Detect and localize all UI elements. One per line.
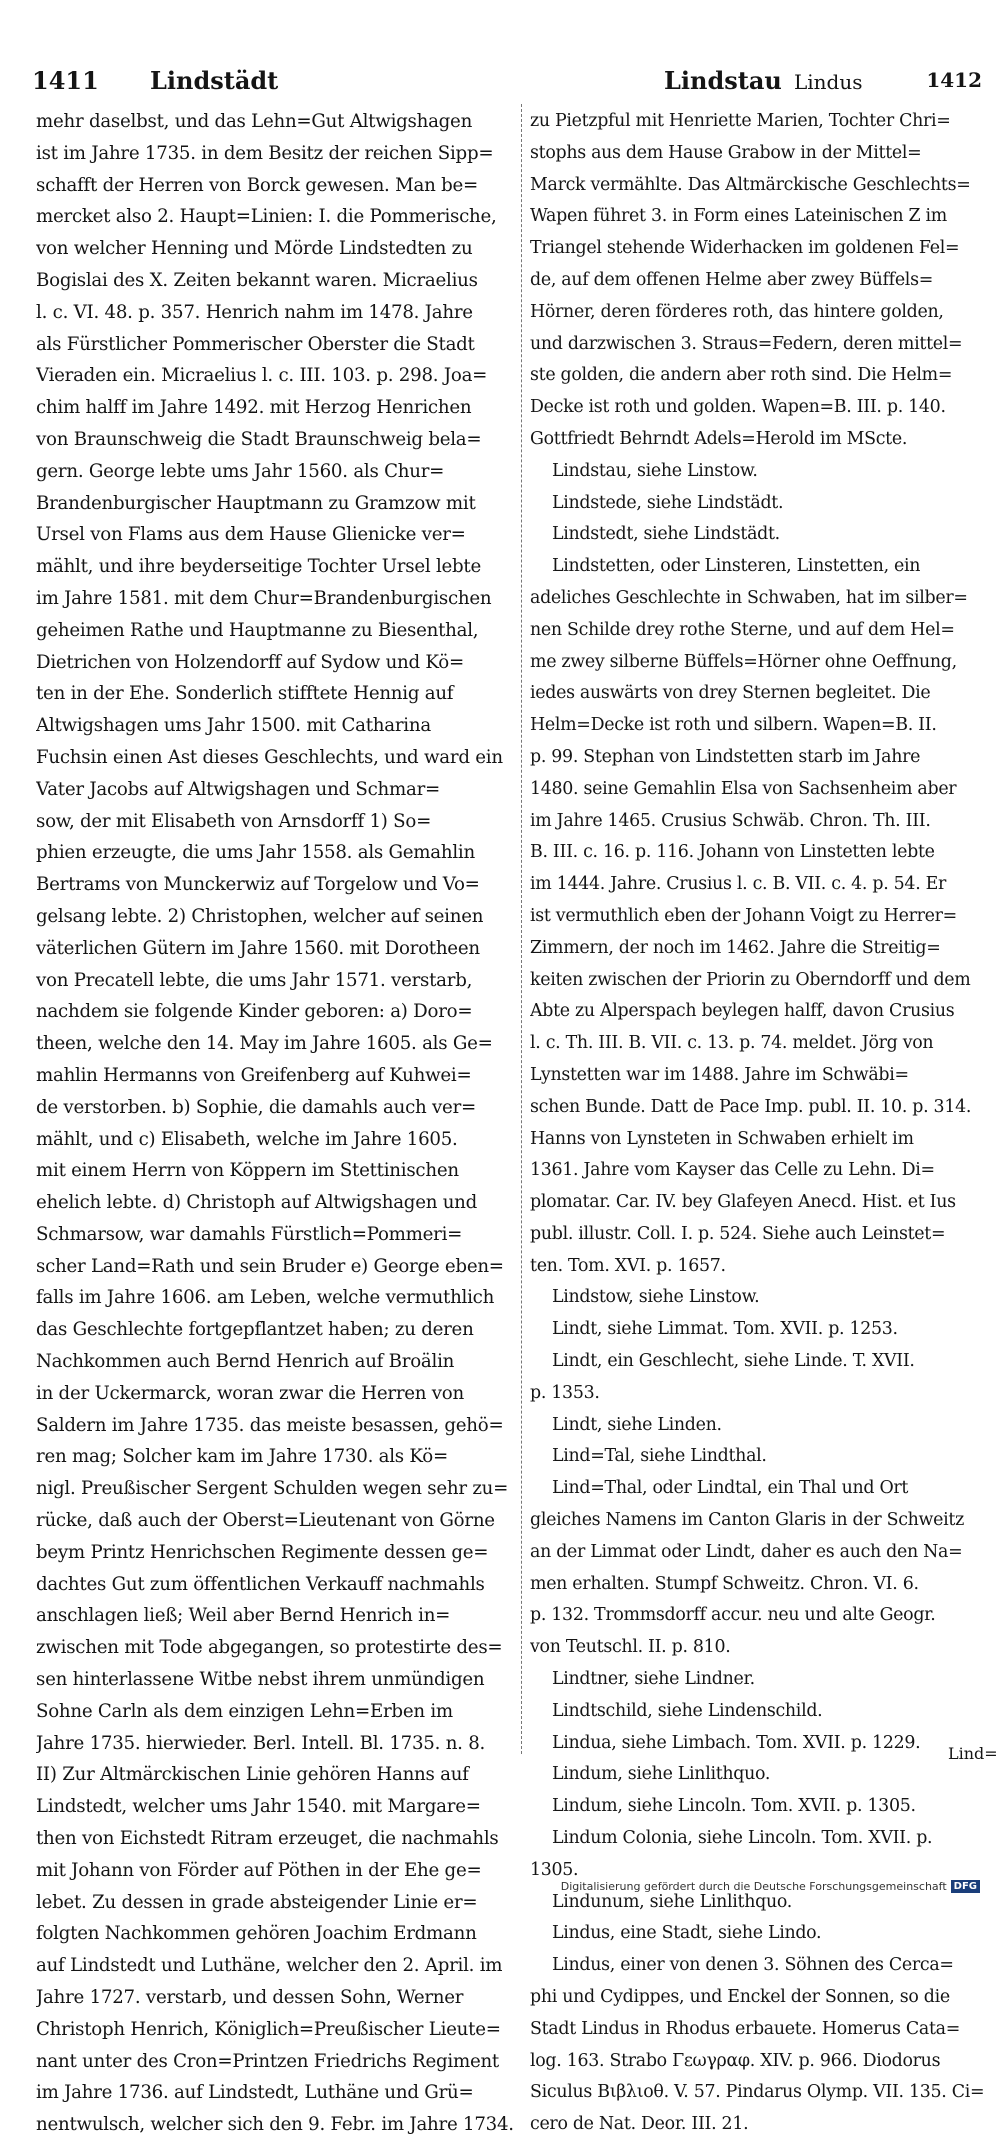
text-line: von Braunschweig die Stadt Braunschweig bela= (36, 428, 482, 450)
text-line: Lindstede, siehe Lindstädt. (552, 492, 784, 513)
text-line: sow, der mit Elisabeth von Arnsdorff 1) So= (36, 810, 432, 832)
text-line: Lind=Tal, siehe Lindthal. (552, 1446, 767, 1467)
text-line: Lindstow, siehe Linstow. (552, 1287, 760, 1308)
text-line: Lindus, eine Stadt, siehe Lindo. (552, 1923, 822, 1944)
text-line: Zimmern, der noch im 1462. Jahre die Streitig= (530, 937, 941, 958)
text-line: von Precatell lebte, die ums Jahr 1571. verstarb, (36, 969, 473, 991)
left-page-number: 1411 (32, 66, 99, 95)
text-line: Lindt, siehe Linden. (552, 1414, 722, 1435)
text-line: Decke ist roth und golden. Wapen=B. III. p. 140. (530, 397, 946, 418)
text-line: Wapen führet 3. in Form eines Lateinischen Z im (530, 206, 947, 227)
text-line: mit Johann von Förder auf Pöthen in der Ehe ge= (36, 1859, 482, 1881)
text-line: Bertrams von Munckerwiz auf Torgelow und Vo= (36, 874, 480, 896)
text-line: nachdem sie folgende Kinder geboren: a) Doro= (36, 1001, 473, 1023)
text-line: Lindua, siehe Limbach. Tom. XVII. p. 1229. (552, 1732, 921, 1753)
text-line: anschlagen ließ; Weil aber Bernd Henrich in= (36, 1605, 451, 1627)
text-line: als Fürstlicher Pommerischer Oberster die Stadt (36, 333, 475, 355)
footer-credit: Digitalisierung gefördert durch die Deutsche Forschungsgemeinschaft (560, 1880, 947, 1893)
text-line: iedes auswärts von drey Sternen begleitet. Die (530, 683, 931, 704)
text-line: p. 99. Stephan von Lindstetten starb im Jahre (530, 746, 921, 767)
text-line: Lind=Thal, oder Lindtal, ein Thal und Ort (552, 1478, 909, 1499)
text-line: 1480. seine Gemahlin Elsa von Sachsenheim aber (530, 778, 957, 799)
text-line: gern. George lebte ums Jahr 1560. als Chur= (36, 460, 445, 482)
text-line: theen, welche den 14. May im Jahre 1605. als Ge= (36, 1033, 493, 1055)
text-line: then von Eichstedt Ritram erzeuget, die nachmahls (36, 1828, 499, 1850)
text-line: zwischen mit Tode abgegangen, so protestirte des= (36, 1637, 503, 1659)
text-line: Schmarsow, war damahls Fürstlich=Pommeri= (36, 1223, 463, 1245)
text-line: chim halff im Jahre 1492. mit Herzog Henrichen (36, 397, 472, 419)
text-line: Lindt, ein Geschlecht, siehe Linde. T. XVII. (552, 1351, 915, 1372)
text-line: phien erzeugte, die ums Jahr 1558. als Gemahlin (36, 842, 475, 864)
text-line: de verstorben. b) Sophie, die damahls auch ver= (36, 1096, 476, 1118)
left-text-column (36, 106, 516, 2141)
text-line: und darzwischen 3. Straus=Federn, deren mittel= (530, 333, 963, 354)
column-divider (521, 104, 522, 1754)
text-line: phi und Cydippes, und Enckel der Sonnen, so die (530, 1987, 950, 2008)
text-line: l. c. Th. III. B. VII. c. 13. p. 74. meldet. Jörg von (530, 1033, 934, 1054)
text-line: gleiches Namens im Canton Glaris in der Schweitz (530, 1510, 964, 1531)
text-line: Vieraden ein. Micraelius l. c. III. 103. p. 298. Joa= (36, 365, 488, 387)
right-running-head: Lindstau (664, 66, 782, 95)
text-line: Lindstedt, welcher ums Jahr 1540. mit Margare= (36, 1796, 481, 1818)
text-line: de, auf dem offenen Helme aber zwey Büffels= (530, 269, 933, 290)
text-line: im Jahre 1465. Crusius Schwäb. Chron. Th. III. (530, 810, 931, 831)
text-line: Lindum Colonia, siehe Lincoln. Tom. XVII. p. (552, 1828, 933, 1849)
text-line: Gottfriedt Behrndt Adels=Herold im MScte. (530, 428, 908, 449)
text-line: publ. illustr. Coll. I. p. 524. Siehe auch Leinstet= (530, 1223, 946, 1244)
left-running-head: Lindstädt (150, 66, 279, 95)
text-line: scher Land=Rath und sein Bruder e) George eben= (36, 1255, 504, 1277)
text-line: Hörner, deren förderes roth, das hintere golden, (530, 301, 944, 322)
text-line: im Jahre 1736. auf Lindstedt, Luthäne und Grü= (36, 2082, 474, 2104)
text-line: Fuchsin einen Ast dieses Geschlechts, und ward ein (36, 746, 503, 768)
text-line: adeliches Geschlechte in Schwaben, hat im silber= (530, 587, 968, 608)
text-line: Lindus, einer von denen 3. Söhnen des Cerca= (552, 1955, 954, 1976)
text-line: geheimen Rathe und Hauptmanne zu Biesenthal, (36, 619, 479, 641)
text-line: mercket also 2. Haupt=Linien: I. die Pommerische, (36, 206, 497, 228)
right-text-column (530, 106, 985, 2141)
text-line: Lindstetten, oder Linsteren, Linstetten, ein (552, 556, 921, 577)
text-line: schen Bunde. Datt de Pace Imp. publ. II. 10. p. 314. (530, 1096, 972, 1117)
text-line: Lynstetten war im 1488. Jahre im Schwäbi= (530, 1064, 909, 1085)
right-page-number: 1412 (926, 68, 982, 92)
text-line: mählt, und c) Elisabeth, welche im Jahre 1605. (36, 1128, 458, 1150)
text-line: p. 1353. (530, 1382, 600, 1403)
text-line: Lindstedt, siehe Lindstädt. (552, 524, 780, 545)
text-line: cero de Nat. Deor. III. 21. (530, 2114, 749, 2135)
text-line: lebet. Zu dessen in grade absteigender Linie er= (36, 1891, 478, 1913)
text-line: Sohne Carln als dem einzigen Lehn=Erben im (36, 1700, 453, 1722)
text-line: Triangel stehende Widerhacken im goldenen Fel= (530, 238, 960, 259)
text-line: Lindtschild, siehe Lindenschild. (552, 1700, 823, 1721)
page-header (32, 66, 982, 100)
text-line: men erhalten. Stumpf Schweitz. Chron. VI. 6. (530, 1573, 919, 1594)
text-line: Brandenburgischer Hauptmann zu Gramzow mit (36, 492, 476, 514)
text-line: Lindt, siehe Limmat. Tom. XVII. p. 1253. (552, 1319, 898, 1340)
text-line: nentwulsch, welcher sich den 9. Febr. im Jahre 1734. (36, 2114, 514, 2136)
text-line: Stadt Lindus in Rhodus erbauete. Homerus Cata= (530, 2018, 960, 2039)
text-line: schafft der Herren von Borck gewesen. Man be= (36, 174, 478, 196)
text-line: Hanns von Lynsteten in Schwaben erhielt im (530, 1128, 914, 1149)
text-line: mahlin Hermanns von Greifenberg auf Kuhwei= (36, 1064, 472, 1086)
text-line: ten in der Ehe. Sonderlich stifftete Hennig auf (36, 683, 454, 705)
text-line: ist im Jahre 1735. in dem Besitz der reichen Sipp= (36, 142, 494, 164)
text-line: Christoph Henrich, Königlich=Preußischer Lieute= (36, 2018, 501, 2040)
dfg-logo: DFG (951, 1880, 980, 1893)
text-line: dachtes Gut zum öffentlichen Verkauff nachmahls (36, 1573, 485, 1595)
text-line: Ursel von Flams aus dem Hause Glienicke ver= (36, 524, 466, 546)
text-line: Lindtner, siehe Lindner. (552, 1669, 755, 1690)
text-line: Abte zu Alperspach beylegen halff, davon Crusius (530, 1001, 955, 1022)
digitization-footer (561, 1880, 980, 1893)
text-line: Lindstau, siehe Linstow. (552, 460, 758, 481)
text-line: keiten zwischen der Priorin zu Oberndorff und dem (530, 969, 971, 990)
text-line: Lindum, siehe Linlithquo. (552, 1764, 771, 1785)
text-line: ten. Tom. XVI. p. 1657. (530, 1255, 726, 1276)
text-line: zu Pietzpful mit Henriette Marien, Tochter Chri= (530, 111, 951, 131)
text-line: Lindunum, siehe Linlithquo. (552, 1891, 792, 1912)
text-line: beym Printz Henrichschen Regimente dessen ge= (36, 1541, 489, 1563)
text-line: ren mag; Solcher kam im Jahre 1730. als Kö= (36, 1446, 448, 1468)
text-line: mehr daselbst, und das Lehn=Gut Altwigshagen (36, 111, 473, 132)
text-line: im 1444. Jahre. Crusius l. c. B. VII. c. 4. p. 54. Er (530, 874, 947, 895)
text-line: Helm=Decke ist roth und silbern. Wapen=B. II. (530, 715, 937, 736)
catchword: Lind= (948, 1744, 998, 1763)
text-line: Nachkommen auch Bernd Henrich auf Broälin (36, 1351, 455, 1373)
text-line: p. 132. Trommsdorff accur. neu und alte Geogr. (530, 1605, 936, 1626)
text-line: nant unter des Cron=Printzen Friedrichs Regiment (36, 2050, 499, 2072)
right-running-subhead: Lindus (794, 70, 863, 94)
text-line: stophs aus dem Hause Grabow in der Mittel= (530, 142, 922, 163)
text-line: plomatar. Car. IV. bey Glafeyen Anecd. Hist. et Ius (530, 1192, 956, 1213)
text-line: Saldern im Jahre 1735. das meiste besassen, gehö= (36, 1414, 504, 1436)
text-line: l. c. VI. 48. p. 357. Henrich nahm im 1478. Jahre (36, 301, 473, 323)
text-line: me zwey silberne Büffels=Hörner ohne Oeffnung, (530, 651, 957, 672)
text-line: in der Uckermarck, woran zwar die Herren von (36, 1382, 464, 1404)
text-line: mählt, und ihre beyderseitige Tochter Ursel lebte (36, 556, 481, 578)
text-line: rücke, daß auch der Oberst=Lieutenant von Görne (36, 1510, 495, 1532)
text-line: log. 163. Strabo Γεωγραφ. XIV. p. 966. Diodorus (530, 2050, 941, 2071)
text-line: Marck vermählte. Das Altmärckische Geschlechts= (530, 174, 971, 195)
text-line: ehelich lebte. d) Christoph auf Altwigshagen und (36, 1192, 478, 1214)
text-line: an der Limmat oder Lindt, daher es auch den Na= (530, 1541, 963, 1562)
text-line: nigl. Preußischer Sergent Schulden wegen sehr zu= (36, 1478, 509, 1500)
text-line: 1305. (530, 1859, 579, 1880)
text-line: Bogislai des X. Zeiten bekannt waren. Micraelius (36, 269, 478, 291)
text-line: gelsang lebte. 2) Christophen, welcher auf seinen (36, 905, 484, 927)
text-line: folgten Nachkommen gehören Joachim Erdmann (36, 1923, 477, 1945)
text-line: im Jahre 1581. mit dem Chur=Brandenburgischen (36, 587, 492, 609)
text-line: Lindum, siehe Lincoln. Tom. XVII. p. 1305. (552, 1796, 916, 1817)
text-line: Dietrichen von Holzendorff auf Sydow und Kö= (36, 651, 464, 673)
text-line: das Geschlechte fortgepflantzet haben; zu deren (36, 1319, 474, 1341)
text-line: II) Zur Altmärckischen Linie gehören Hanns auf (36, 1764, 469, 1786)
text-line: sen hinterlassene Witbe nebst ihrem unmündigen (36, 1669, 485, 1691)
text-line: B. III. c. 16. p. 116. Johann von Linstetten lebte (530, 842, 935, 863)
text-line: väterlichen Gütern im Jahre 1560. mit Dorotheen (36, 937, 480, 959)
text-line: Vater Jacobs auf Altwigshagen und Schmar= (36, 778, 441, 800)
text-line: nen Schilde drey rothe Sterne, und auf dem Hel= (530, 619, 955, 640)
text-line: von Teutschl. II. p. 810. (530, 1637, 731, 1658)
text-line: Jahre 1727. verstarb, und dessen Sohn, Werner (36, 1987, 464, 2009)
text-line: auf Lindstedt und Luthäne, welcher den 2. April. im (36, 1955, 503, 1977)
text-line: mit einem Herrn von Köppern im Stettinischen (36, 1160, 459, 1182)
text-line: ist vermuthlich eben der Johann Voigt zu Herrer= (530, 905, 957, 926)
text-line: Siculus Βιβλιοθ. V. 57. Pindarus Olymp. VII. 135. Ci= (530, 2082, 985, 2103)
text-line: ste golden, die andern aber roth sind. Die Helm= (530, 365, 953, 386)
text-line: von welcher Henning und Mörde Lindstedten zu (36, 238, 473, 260)
text-line: falls im Jahre 1606. am Leben, welche vermuthlich (36, 1287, 495, 1309)
text-line: 1361. Jahre vom Kayser das Celle zu Lehn. Di= (530, 1160, 935, 1181)
text-line: Altwigshagen ums Jahr 1500. mit Catharina (36, 715, 431, 737)
text-line: Jahre 1735. hierwieder. Berl. Intell. Bl. 1735. n. 8. (36, 1732, 486, 1754)
